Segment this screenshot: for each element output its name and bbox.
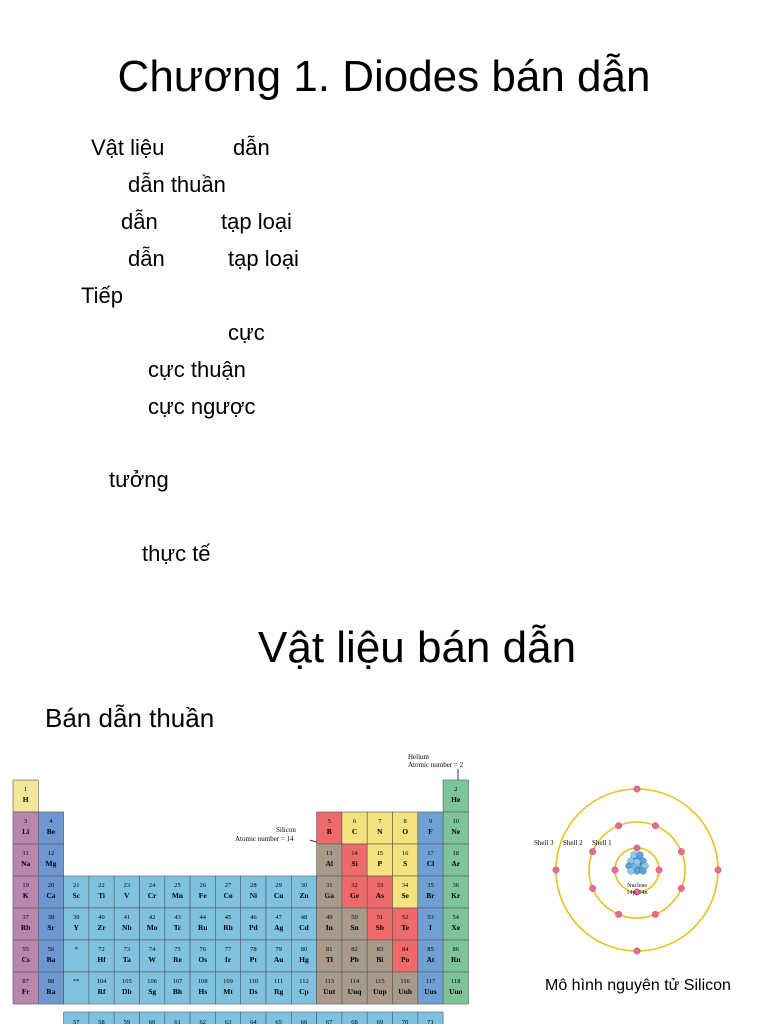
electron xyxy=(715,867,721,873)
element-symbol: Ag xyxy=(274,923,284,932)
electron xyxy=(612,867,618,873)
element-number: 14 xyxy=(351,850,358,857)
element-symbol: Ne xyxy=(451,827,461,836)
element-number: 24 xyxy=(148,882,156,889)
lanthanide-number: 70 xyxy=(401,1019,409,1024)
element-number: 30 xyxy=(300,882,308,889)
element-symbol: Au xyxy=(273,955,284,964)
lanthanide-number: 57 xyxy=(73,1019,80,1024)
element-symbol: Sr xyxy=(47,923,55,932)
element-number: 20 xyxy=(47,882,55,889)
element-symbol: Rh xyxy=(223,923,233,932)
element-symbol: Al xyxy=(325,859,333,868)
element-number: 31 xyxy=(326,882,333,889)
outline-item-9: tưởng xyxy=(109,467,169,492)
element-number: 82 xyxy=(351,946,358,953)
element-number: 110 xyxy=(248,978,259,985)
element-number: 56 xyxy=(47,946,55,953)
element-symbol: Nb xyxy=(122,923,132,932)
element-symbol: Zr xyxy=(97,923,106,932)
nucleon xyxy=(628,868,635,875)
nucleus-content: 14p, 14n xyxy=(626,890,648,896)
outline-item-3a: dẫn xyxy=(121,209,158,234)
element-symbol: Hf xyxy=(97,955,106,964)
element-number: 25 xyxy=(174,882,181,889)
element-symbol: S xyxy=(403,859,408,868)
element-symbol: Zn xyxy=(299,891,309,900)
element-number: 36 xyxy=(452,882,459,889)
outline-item-2: dẫn thuần xyxy=(128,172,226,197)
element-symbol: Mg xyxy=(45,859,57,868)
element-number: 35 xyxy=(427,882,434,889)
lanthanide-number: 69 xyxy=(376,1019,384,1024)
element-number: 116 xyxy=(400,978,410,985)
outline-item-3b: tạp loại xyxy=(221,209,292,234)
lanthanide-number: 64 xyxy=(250,1019,257,1024)
element-symbol: Ru xyxy=(197,923,208,932)
element-number: 53 xyxy=(427,914,434,921)
lanthanide-number: 68 xyxy=(351,1019,358,1024)
element-symbol: Ni xyxy=(249,891,258,900)
nucleus-label: Nucleus xyxy=(627,883,647,889)
element-number: 83 xyxy=(376,946,384,953)
lanthanide-number: 61 xyxy=(174,1019,181,1024)
element-number: 78 xyxy=(250,946,257,953)
element-number: 39 xyxy=(73,914,80,921)
electron xyxy=(634,948,640,954)
element-number: 46 xyxy=(250,914,257,921)
outline-item-5: Tiếp xyxy=(81,283,123,308)
element-number: 88 xyxy=(47,978,55,985)
outline-item-8: cực ngược xyxy=(148,394,256,419)
electron xyxy=(678,885,684,891)
lanthanide-number: 65 xyxy=(275,1019,282,1024)
element-symbol: Mt xyxy=(223,987,233,996)
element-number: 29 xyxy=(275,882,282,889)
element-number: 45 xyxy=(224,914,232,921)
lanthanide-number: 59 xyxy=(123,1019,131,1024)
electron xyxy=(553,867,559,873)
element-number: 6 xyxy=(352,818,357,825)
element-number: 17 xyxy=(427,850,434,857)
element-symbol: Cp xyxy=(299,987,309,996)
electron xyxy=(652,911,658,917)
section-subtitle: Bán dẫn thuần xyxy=(45,703,215,733)
lanthanide-number: 58 xyxy=(98,1019,105,1024)
silicon-atomic-number: Atomic number = 14 xyxy=(235,835,294,843)
element-number: 84 xyxy=(401,946,409,953)
element-number: 86 xyxy=(452,946,459,953)
element-number: 12 xyxy=(47,850,55,857)
element-cell-* xyxy=(64,940,89,972)
element-number: 113 xyxy=(324,978,335,985)
element-symbol: Uuq xyxy=(347,987,362,996)
element-symbol: Db xyxy=(122,987,132,996)
element-number: 80 xyxy=(300,946,308,953)
element-symbol: Se xyxy=(401,891,409,900)
outline-item-6: cực xyxy=(228,320,265,345)
element-number: 54 xyxy=(452,914,459,921)
helium-label: Helium xyxy=(408,753,429,761)
outline-item-7: cực thuận xyxy=(148,357,246,382)
element-number: 48 xyxy=(300,914,308,921)
element-symbol: I xyxy=(428,923,432,932)
element-number: 40 xyxy=(98,914,105,921)
element-symbol: Ds xyxy=(249,987,258,996)
element-symbol: Te xyxy=(401,923,409,932)
element-symbol: Cu xyxy=(273,891,284,900)
element-number: 81 xyxy=(326,946,333,953)
element-symbol: P xyxy=(377,859,383,868)
element-number: 23 xyxy=(123,882,131,889)
electron xyxy=(615,822,621,828)
element-number: 75 xyxy=(174,946,181,953)
element-symbol: Sg xyxy=(148,987,157,996)
section-title: Vật liệu bán dẫn xyxy=(258,623,577,672)
element-symbol: V xyxy=(124,891,130,900)
element-symbol: Uuh xyxy=(398,987,413,996)
element-number: 21 xyxy=(73,882,80,889)
lanthanide-number: 62 xyxy=(199,1019,206,1024)
lanthanide-number: 67 xyxy=(326,1019,333,1024)
element-number: 41 xyxy=(123,914,131,921)
element-number: 111 xyxy=(274,978,284,985)
element-symbol: Ra xyxy=(46,987,56,996)
element-number: 51 xyxy=(376,914,384,921)
element-number: 19 xyxy=(22,882,29,889)
lanthanide-row xyxy=(64,1012,443,1024)
element-symbol: Co xyxy=(223,891,233,900)
element-number: 114 xyxy=(349,978,360,985)
shell-3-label: Shell 3 xyxy=(534,839,554,847)
element-symbol: Ge xyxy=(349,891,360,900)
element-number: 87 xyxy=(22,978,29,985)
element-symbol: Pd xyxy=(248,923,258,932)
element-symbol: Bi xyxy=(376,955,384,964)
element-symbol: Re xyxy=(173,955,182,964)
electron xyxy=(615,911,621,917)
nucleon xyxy=(634,859,641,866)
element-symbol: Sn xyxy=(350,923,359,932)
element-number: 28 xyxy=(250,882,257,889)
element-symbol: Xe xyxy=(451,923,461,932)
element-number: 11 xyxy=(22,850,29,857)
element-symbol: N xyxy=(377,827,383,836)
silicon-atom-model xyxy=(528,780,733,960)
element-number: 107 xyxy=(172,978,183,985)
element-symbol: Fr xyxy=(21,987,30,996)
element-number: 108 xyxy=(197,978,208,985)
element-number: 4 xyxy=(49,818,53,825)
element-symbol: B xyxy=(326,827,332,836)
element-number: 13 xyxy=(326,850,333,857)
element-number: 18 xyxy=(452,850,459,857)
element-symbol: Ta xyxy=(122,955,131,964)
element-number: 77 xyxy=(224,946,232,953)
element-symbol: Y xyxy=(73,923,79,932)
electron xyxy=(656,867,662,873)
element-number: 22 xyxy=(98,882,105,889)
electron xyxy=(678,848,684,854)
element-symbol: Fe xyxy=(198,891,207,900)
element-symbol: Cr xyxy=(147,891,157,900)
element-symbol: At xyxy=(426,955,435,964)
element-symbol: Ga xyxy=(324,891,335,900)
element-number: 32 xyxy=(351,882,358,889)
element-number: 106 xyxy=(147,978,158,985)
nucleon xyxy=(637,852,644,859)
element-number: 117 xyxy=(425,978,436,985)
electron xyxy=(589,885,595,891)
element-number: ** xyxy=(73,978,80,985)
shell-2-label: Shell 2 xyxy=(563,839,583,847)
element-number: 26 xyxy=(199,882,206,889)
element-symbol: Pt xyxy=(249,955,257,964)
element-number: 105 xyxy=(121,978,132,985)
element-symbol: F xyxy=(428,827,433,836)
element-number: 7 xyxy=(378,818,382,825)
outline-item-1a: Vật liệu xyxy=(91,135,165,160)
element-symbol: Rg xyxy=(274,987,284,996)
element-number: 9 xyxy=(428,818,433,825)
element-symbol: Cl xyxy=(426,859,435,868)
element-symbol: Kr xyxy=(451,891,461,900)
element-symbol: Uup xyxy=(372,987,387,996)
element-symbol: Pb xyxy=(350,955,359,964)
nucleon xyxy=(640,868,647,875)
element-symbol: Cs xyxy=(21,955,30,964)
element-symbol: Os xyxy=(198,955,208,964)
element-symbol: In xyxy=(325,923,333,932)
silicon-label: Silicon xyxy=(276,826,296,834)
element-symbol: K xyxy=(22,891,29,900)
element-symbol: Cd xyxy=(299,923,309,932)
element-symbol: Bh xyxy=(172,987,183,996)
element-number: 115 xyxy=(375,978,385,985)
shell-1-label: Shell 1 xyxy=(592,839,612,847)
element-number: 5 xyxy=(327,818,331,825)
element-symbol: Ar xyxy=(451,859,461,868)
element-number: 50 xyxy=(351,914,358,921)
element-cells xyxy=(13,780,468,1004)
element-symbol: Uut xyxy=(323,987,336,996)
periodic-table-figure xyxy=(10,748,480,1024)
element-number: 104 xyxy=(96,978,107,985)
element-symbol: Ir xyxy=(224,955,232,964)
element-number: 73 xyxy=(123,946,131,953)
element-symbol: Sc xyxy=(72,891,80,900)
element-symbol: Hg xyxy=(299,955,309,964)
element-number: 112 xyxy=(299,978,309,985)
element-symbol: As xyxy=(375,891,385,900)
element-number: 109 xyxy=(223,978,233,985)
element-number: 34 xyxy=(401,882,409,889)
element-symbol: Rf xyxy=(97,987,106,996)
element-number: 8 xyxy=(403,818,407,825)
element-symbol: Si xyxy=(351,859,358,868)
element-symbol: Mo xyxy=(146,923,158,932)
outline-item-10: thực tế xyxy=(142,541,211,566)
element-number: 10 xyxy=(452,818,459,825)
element-number: 43 xyxy=(174,914,181,921)
element-number: 2 xyxy=(454,786,458,793)
outline-item-4a: dẫn xyxy=(128,246,165,271)
element-symbol: Be xyxy=(46,827,56,836)
electron xyxy=(634,786,640,792)
slide-title: Chương 1. Diodes bán dẫn xyxy=(117,52,651,101)
element-number: 44 xyxy=(199,914,206,921)
element-symbol: Tl xyxy=(325,955,333,964)
element-symbol: Rn xyxy=(450,955,461,964)
helium-atomic-number: Atomic number = 2 xyxy=(408,761,464,769)
element-number: 74 xyxy=(148,946,156,953)
element-number: 55 xyxy=(22,946,29,953)
figure-caption: Mô hình nguyên tử Silicon xyxy=(545,977,731,994)
element-symbol: He xyxy=(451,795,461,804)
element-symbol: Na xyxy=(21,859,31,868)
nucleon xyxy=(634,868,641,875)
element-number: 72 xyxy=(98,946,105,953)
lanthanide-number: 63 xyxy=(224,1019,232,1024)
element-number: 33 xyxy=(376,882,384,889)
element-number: 37 xyxy=(22,914,29,921)
lanthanide-number: 71 xyxy=(427,1019,434,1024)
element-symbol: Sb xyxy=(375,923,385,932)
electron xyxy=(652,822,658,828)
element-number: 85 xyxy=(427,946,434,953)
element-symbol: Tc xyxy=(173,923,182,932)
element-symbol: Hs xyxy=(198,987,208,996)
element-symbol: O xyxy=(402,827,409,836)
element-symbol: Po xyxy=(400,955,410,964)
element-number: 76 xyxy=(199,946,206,953)
electron xyxy=(589,848,595,854)
element-number: 3 xyxy=(24,818,28,825)
element-symbol: C xyxy=(351,827,358,836)
element-symbol: Br xyxy=(426,891,435,900)
element-symbol: Uuo xyxy=(449,987,463,996)
element-number: 47 xyxy=(275,914,282,921)
element-cell-** xyxy=(64,972,89,1004)
element-symbol: Ca xyxy=(46,891,56,900)
element-symbol: Rb xyxy=(20,923,31,932)
element-number: 38 xyxy=(47,914,55,921)
element-number: 79 xyxy=(275,946,282,953)
element-number: 27 xyxy=(224,882,232,889)
element-number: 52 xyxy=(401,914,409,921)
element-number: 118 xyxy=(450,978,461,985)
element-symbol: Ti xyxy=(98,891,106,900)
element-number: 16 xyxy=(401,850,409,857)
element-symbol: Mn xyxy=(171,891,184,900)
element-symbol: Li xyxy=(22,827,30,836)
element-symbol: Ba xyxy=(46,955,56,964)
lanthanide-number: 66 xyxy=(300,1019,308,1024)
outline-item-4b: tạp loại xyxy=(228,246,299,271)
element-symbol: W xyxy=(148,955,156,964)
electron xyxy=(634,845,640,851)
element-number: 1 xyxy=(24,786,28,793)
lanthanide-number: 60 xyxy=(148,1019,156,1024)
element-number: 15 xyxy=(376,850,384,857)
nucleon xyxy=(631,852,638,859)
element-symbol: H xyxy=(22,795,29,804)
element-number: 49 xyxy=(326,914,333,921)
element-symbol: Uus xyxy=(424,987,437,996)
element-number: 42 xyxy=(148,914,156,921)
outline-item-1b: dẫn xyxy=(233,135,270,160)
element-number: * xyxy=(74,946,78,953)
